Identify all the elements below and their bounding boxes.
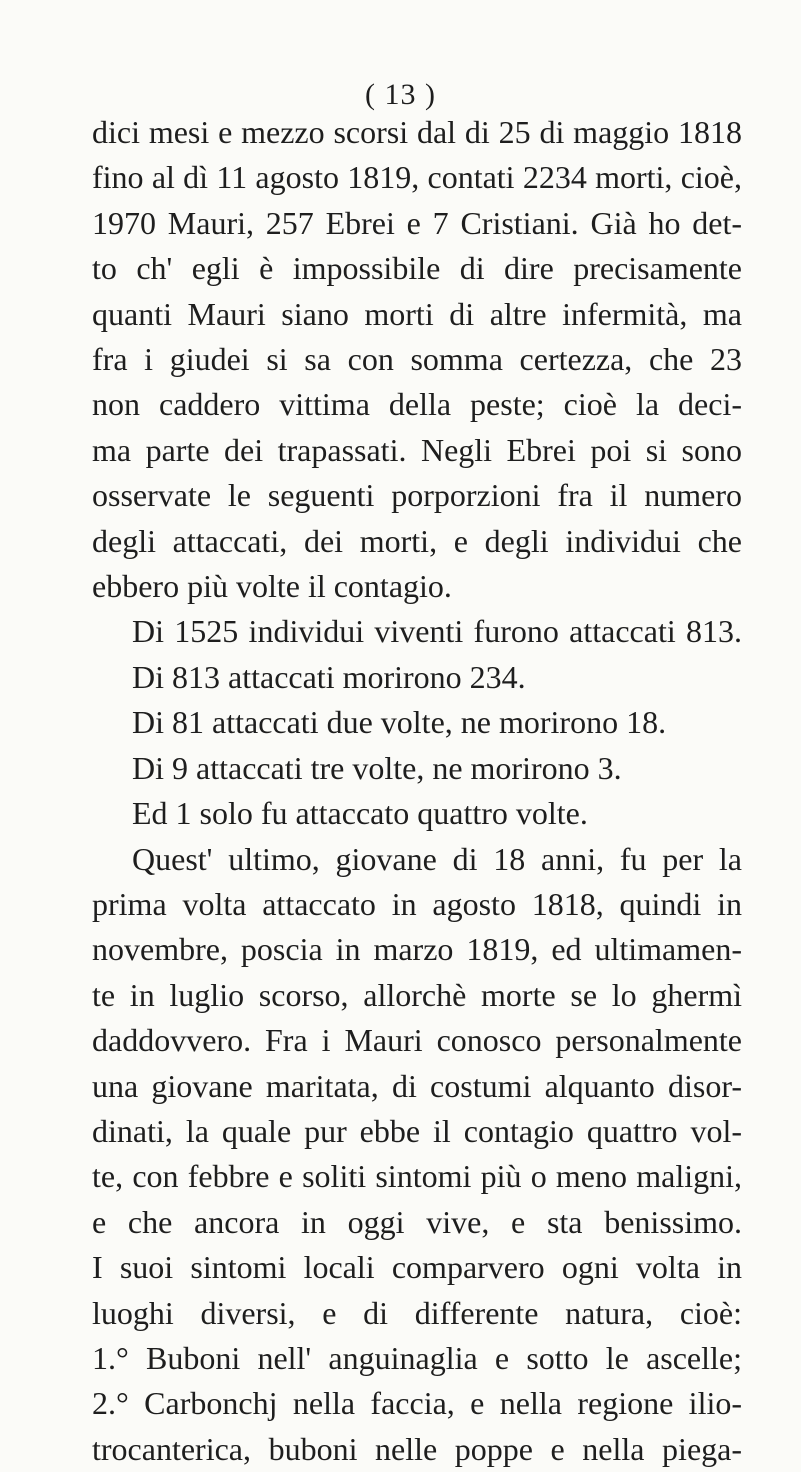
text-line: ebbero più volte il contagio. bbox=[92, 568, 452, 605]
text-line: 1.° Buboni nell' anguinaglia e sotto le ascelle; bbox=[92, 1339, 742, 1376]
text-line: I suoi sintomi locali comparvero ogni volta in bbox=[92, 1249, 742, 1286]
text-line: Di 81 attaccati due volte, ne morirono 18. bbox=[132, 704, 667, 741]
page-number: ( 13 ) bbox=[365, 78, 436, 111]
text-line: Quest' ultimo, giovane di 18 anni, fu per la bbox=[132, 840, 742, 877]
text-line: prima volta attaccato in agosto 1818, quindi in bbox=[92, 885, 742, 922]
text-line: dici mesi e mezzo scorsi dal di 25 di maggio 1818 bbox=[92, 114, 742, 150]
text-line: 2.° Carbonchj nella faccia, e nella regione ilio- bbox=[92, 1385, 742, 1422]
text-line: novembre, poscia in marzo 1819, ed ultimamen- bbox=[92, 931, 742, 968]
body-text bbox=[92, 110, 742, 1472]
text-line: Di 9 attaccati tre volte, ne morirono 3. bbox=[132, 749, 622, 786]
text-line: una giovane maritata, di costumi alquanto disor- bbox=[92, 1067, 742, 1104]
text-line: e che ancora in oggi vive, e sta benissimo. bbox=[92, 1203, 742, 1240]
text-line: te in luglio scorso, allorchè morte se lo ghermì bbox=[92, 976, 742, 1013]
text-line: to ch' egli è impossibile di dire precisamente bbox=[92, 250, 742, 287]
text-line: non caddero vittima della peste; cioè la deci- bbox=[92, 386, 742, 423]
text-line: te, con febbre e soliti sintomi più o meno maligni, bbox=[92, 1158, 742, 1195]
text-line: trocanterica, buboni nelle poppe e nella piega- bbox=[92, 1430, 742, 1467]
text-line: fra i giudei si sa con somma certezza, che 23 bbox=[92, 341, 742, 378]
text-line: daddovvero. Fra i Mauri conosco personalmente bbox=[92, 1022, 742, 1059]
text-line: degli attaccati, dei morti, e degli individui che bbox=[92, 522, 742, 559]
text-line: luoghi diversi, e di differente natura, cioè: bbox=[92, 1294, 742, 1331]
text-line: Ed 1 solo fu attaccato quattro volte. bbox=[132, 795, 588, 832]
text-line: dinati, la quale pur ebbe il contagio quattro vol- bbox=[92, 1112, 742, 1149]
text-line: fino al dì 11 agosto 1819, contati 2234 morti, cioè, bbox=[92, 159, 742, 196]
text-line: ma parte dei trapassati. Negli Ebrei poi si sono bbox=[92, 431, 742, 468]
text-line: osservate le seguenti porporzioni fra il numero bbox=[92, 477, 742, 514]
text-line: quanti Mauri siano morti di altre infermità, ma bbox=[92, 295, 742, 332]
text-line: Di 813 attaccati morirono 234. bbox=[132, 658, 526, 695]
text-line: Di 1525 individui viventi furono attaccati 813. bbox=[132, 613, 742, 650]
text-line: 1970 Mauri, 257 Ebrei e 7 Cristiani. Già ho det- bbox=[92, 204, 742, 241]
